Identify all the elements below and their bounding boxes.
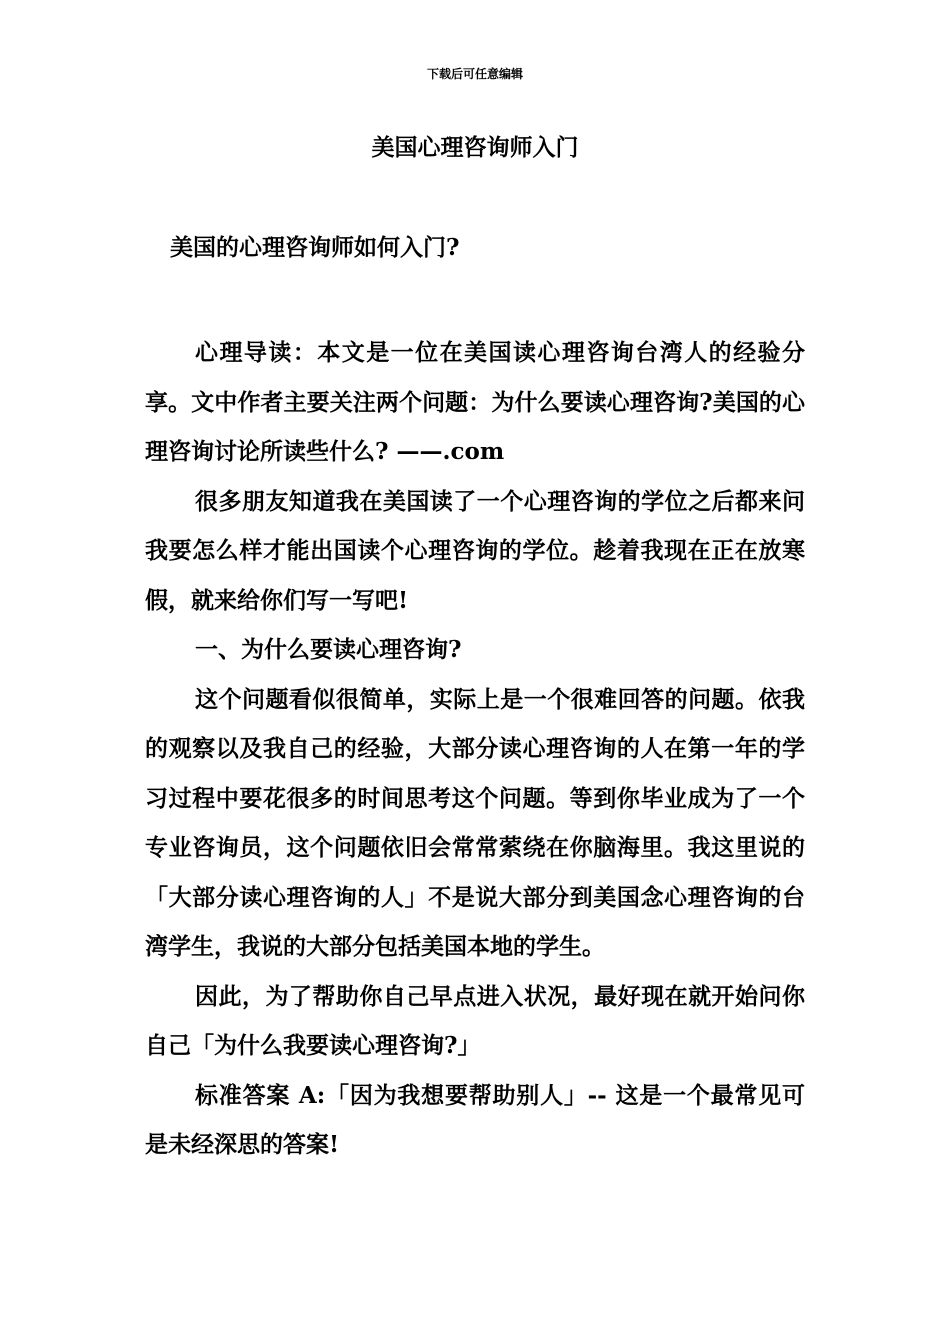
document-title: 美国心理咨询师入门 [371, 134, 579, 161]
paragraph-intro: 心理导读：本文是一位在美国读心理咨询台湾人的经验分享。文中作者主要关注两个问题：为什么要读心理咨询?美国的心理咨询讨论所读些什么? ——.com [145, 339, 805, 465]
paragraph-question: 这个问题看似很简单，实际上是一个很难回答的问题。依我的观察以及我自己的经验，大部分读心理咨询的人在第一年的学习过程中要花很多的时间思考这个问题。等到你毕业成为了一个专业咨询员，这个问题依旧会常常萦绕在你脑海里。我这里说的「大部分读心理咨询的人」不是说大部分到美国念心理咨询的台湾学生，我说的大部分包括美国本地的学生。 [145, 685, 805, 960]
page-header-note: 下载后可任意编辑 [426, 67, 523, 81]
section-heading-why: 一、为什么要读心理咨询? [195, 636, 462, 663]
paragraph-therefore: 因此，为了帮助你自己早点进入状况，最好现在就开始问你自己「为什么我要读心理咨询?」 [145, 982, 805, 1059]
paragraph-friends: 很多朋友知道我在美国读了一个心理咨询的学位之后都来问我要怎么样才能出国读个心理咨询的学位。趁着我现在正在放寒假，就来给你们写一写吧! [145, 487, 805, 614]
document-body [145, 328, 805, 1170]
paragraph-answer-a: 标准答案 A:「因为我想要帮助别人」-- 这是一个最常见可是未经深思的答案! [145, 1081, 805, 1158]
document-subtitle: 美国的心理咨询师如何入门? [170, 234, 460, 261]
